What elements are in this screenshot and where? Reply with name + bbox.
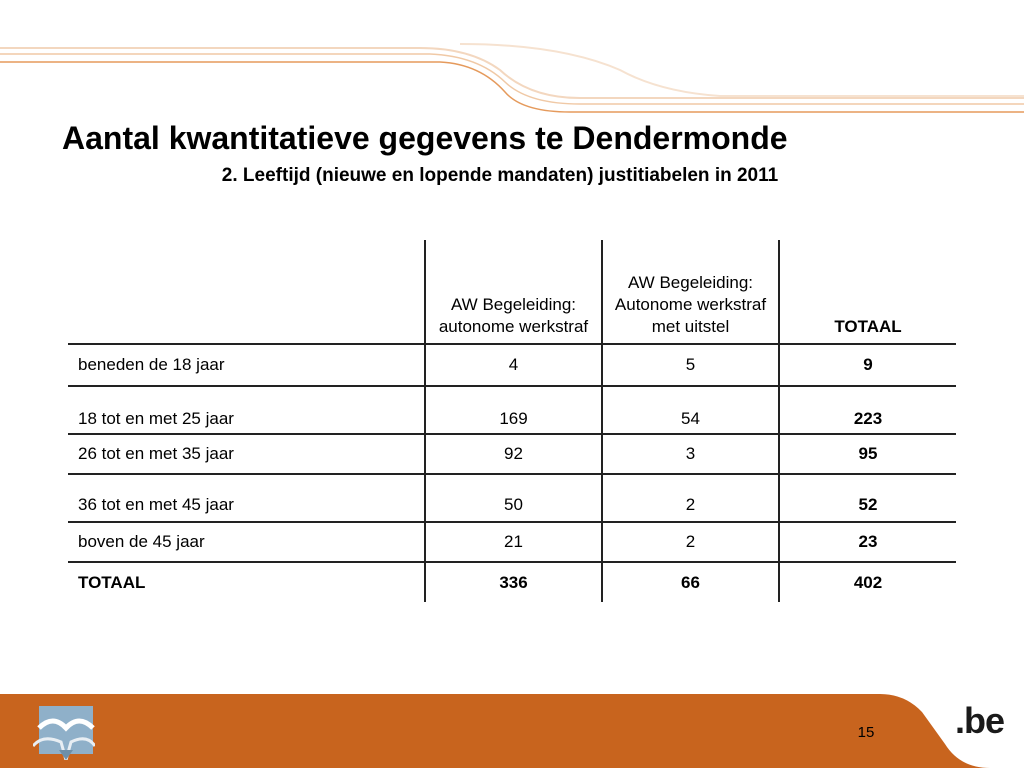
table-row [68,344,956,386]
row-label: 18 tot en met 25 jaar [68,386,425,434]
age-table [68,240,956,602]
cell-value: 5 [602,344,779,386]
cell-value: 21 [425,522,602,562]
header-empty [68,240,425,344]
cell-total: 9 [779,344,956,386]
table-row [68,474,956,522]
justice-emblem-icon [33,706,95,760]
cell-value: 50 [425,474,602,522]
row-label: 36 tot en met 45 jaar [68,474,425,522]
cell-value: 4 [425,344,602,386]
header-werkstraf-met-uitstel: AW Begeleiding: Autonome werkstraf met uitstel [602,240,779,344]
cell-value: 54 [602,386,779,434]
table-row [68,522,956,562]
cell-total: 402 [779,562,956,602]
cell-total: 95 [779,434,956,474]
cell-value: 169 [425,386,602,434]
page-title: Aantal kwantitatieve gegevens te Dendermonde [62,120,788,156]
row-label: 26 tot en met 35 jaar [68,434,425,474]
cell-value: 2 [602,522,779,562]
cell-total: 66 [602,562,779,602]
row-label: TOTAAL [68,562,425,602]
row-label: beneden de 18 jaar [68,344,425,386]
cell-value: 2 [602,474,779,522]
be-logo: .be [955,700,1005,741]
page-number: 15 [857,724,875,741]
cell-value: 3 [602,434,779,474]
cell-total: 52 [779,474,956,522]
cell-total: 23 [779,522,956,562]
table-row [68,386,956,434]
table-row [68,434,956,474]
table-row-total [68,562,956,602]
cell-value: 92 [425,434,602,474]
page-subtitle: 2. Leeftijd (nieuwe en lopende mandaten) justitiabelen in 2011 [221,165,779,186]
header-totaal: TOTAAL [779,240,956,344]
cell-total: 223 [779,386,956,434]
header-autonome-werkstraf: AW Begeleiding: autonome werkstraf [425,240,602,344]
row-label: boven de 45 jaar [68,522,425,562]
cell-total: 336 [425,562,602,602]
